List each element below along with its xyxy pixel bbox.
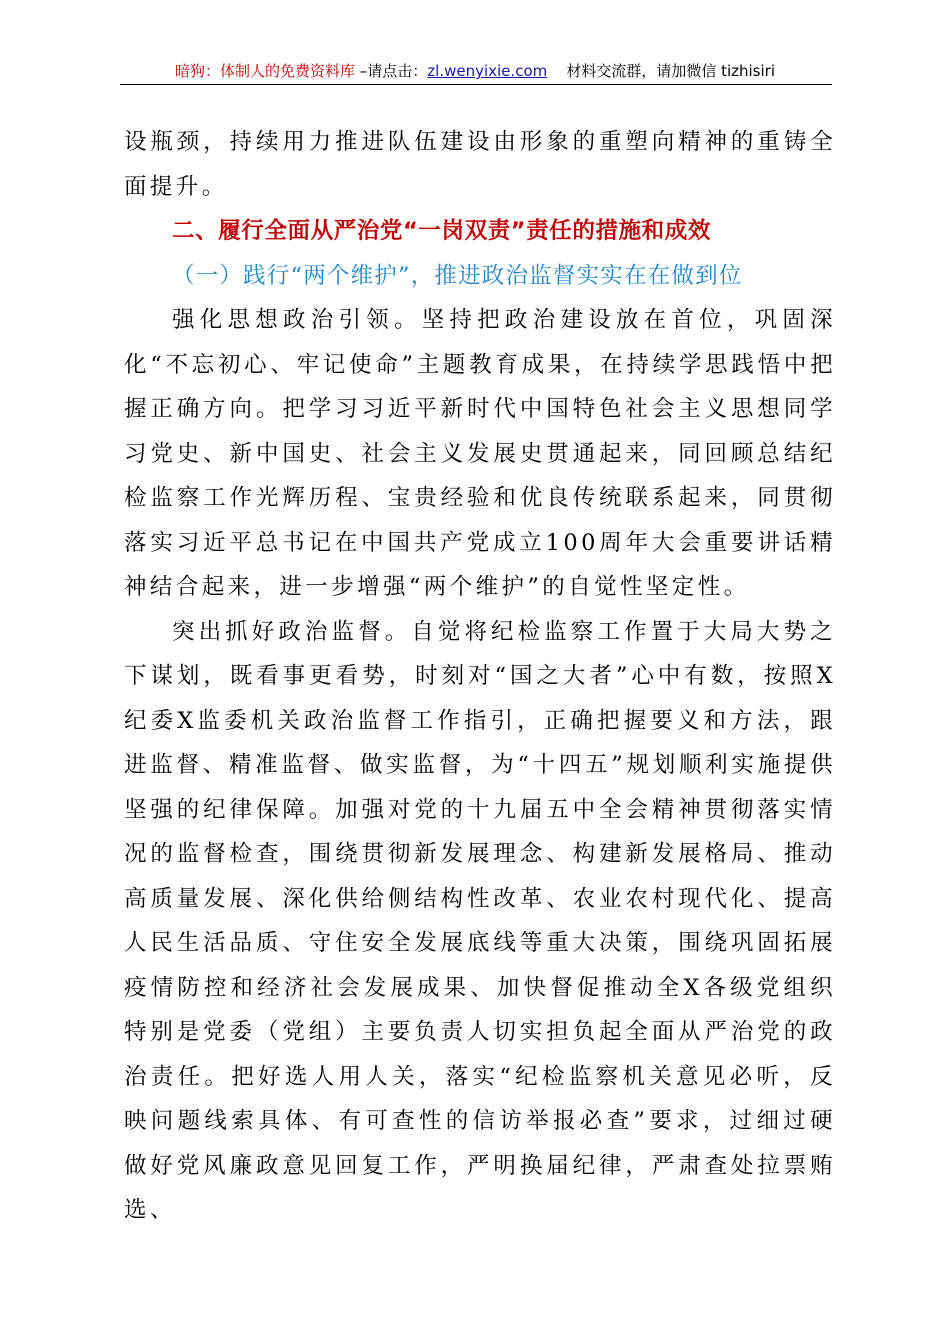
header-contact: 材料交流群，请加微信 tizhisiri (566, 62, 775, 80)
header-link[interactable]: zl.wenyixie.com (427, 62, 548, 80)
paragraph-political-guidance: 强化思想政治引领。坚持把政治建设放在首位，巩固深化“不忘初心、牢记使命”主题教育成果，在持续学思践悟中把握正确方向。把学习习近平新时代中国特色社会主义思想同学习党史、新中国史、社会主义发展史贯通起来，同回顾总结纪检监察工作光辉历程、宝贵经验和优良传统联系起来，同贯彻落实习近平总书记在中国共产党成立100周年大会重要讲话精神结合起来，进一步增强“两个维护”的自觉性坚定性。 (124, 307, 836, 600)
header-divider (120, 84, 832, 85)
header-brand: 暗狗：体制人的免费资料库 (175, 62, 356, 80)
header-click-prompt: –请点击： (355, 62, 428, 80)
continued-paragraph: 设瓶颈，持续用力推进队伍建设由形象的重塑向精神的重铸全面提升。 (124, 129, 836, 200)
document-body (124, 120, 836, 1233)
page-header (120, 58, 830, 84)
subsection-heading: （一）践行“两个维护”，推进政治监督实实在在做到位 (172, 262, 743, 289)
header-spacer (547, 62, 566, 80)
section-heading: 二、履行全面从严治党“一岗双责”责任的措施和成效 (172, 218, 711, 244)
paragraph-political-supervision: 突出抓好政治监督。自觉将纪检监察工作置于大局大势之下谋划，既看事更看势，时刻对“国之大者”心中有数，按照X纪委X监委机关政治监督工作指引，正确把握要义和方法，跟进监督、精准监督、做实监督，为“十四五”规划顺利实施提供坚强的纪律保障。加强对党的十九届五中全会精神贯彻落实情况的监督检查，围绕贯彻新发展理念、构建新发展格局、推动高质量发展、深化供给侧结构性改革、农业农村现代化、提高人民生活品质、守住安全发展底线等重大决策，围绕巩固拓展疫情防控和经济社会发展成果、加快督促推动全X各级党组织特别是党委（党组）主要负责人切实担负起全面从严治党的政治责任。把好选人用人关，落实“纪检监察机关意见必听，反映问题线索具体、有可查性的信访举报必查”要求，过细过硬做好党风廉政意见回复工作，严明换届纪律，严肃查处拉票贿选、 (124, 618, 836, 1223)
